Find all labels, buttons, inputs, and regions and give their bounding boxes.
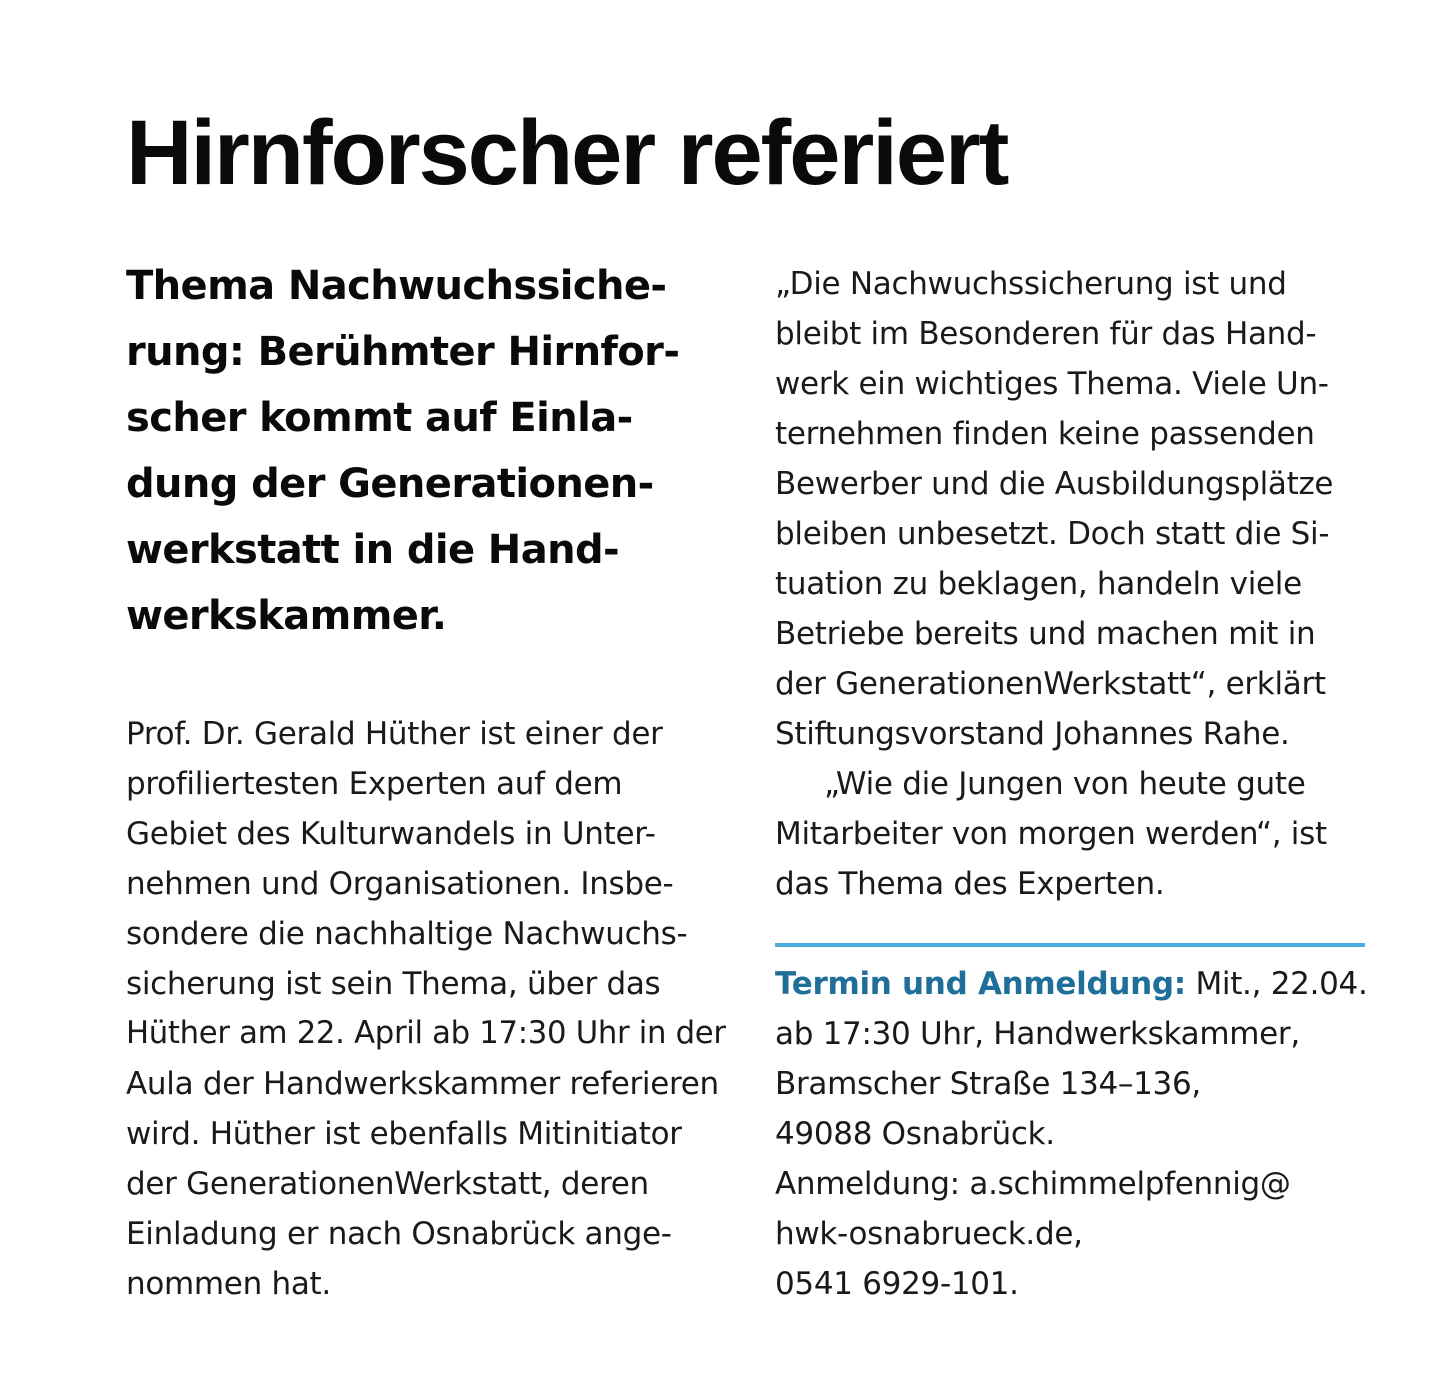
headline: Hirnforscher referiert — [126, 102, 1008, 204]
body-line: bleibt im Besonderen für das Hand- — [775, 316, 1317, 352]
body-line: Aula der Handwerkskammer referieren — [126, 1066, 719, 1102]
body-line: sondere die nachhaltige Nachwuchs- — [126, 916, 688, 952]
lead-line: werkskammer. — [126, 593, 447, 639]
body-line: werk ein wichtiges Thema. Viele Un- — [775, 366, 1329, 402]
body-line: Einladung er nach Osnabrück ange- — [126, 1216, 672, 1252]
body-line: ternehmen finden keine passenden — [775, 416, 1315, 452]
body-line: Stiftungsvorstand Johannes Rahe. — [775, 716, 1290, 752]
lead-line: dung der Generationen- — [126, 461, 654, 507]
body-line: der GenerationenWerkstatt“, erklärt — [775, 666, 1326, 702]
termin-line: 0541 6929-101. — [775, 1266, 1019, 1302]
termin-line: Bramscher Straße 134–136, — [775, 1066, 1201, 1102]
termin-line: Anmeldung: a.schimmelpfennig@ — [775, 1166, 1291, 1202]
termin-date: Mit., 22.04. — [1185, 966, 1368, 1002]
body-line: nommen hat. — [126, 1266, 331, 1302]
body-line: der GenerationenWerkstatt, deren — [126, 1166, 649, 1202]
body-line: „Wie die Jungen von heute gute — [824, 766, 1306, 802]
termin-first-line — [775, 959, 1368, 1009]
body-line: nehmen und Organisationen. Insbe- — [126, 866, 674, 902]
lead-line: scher kommt auf Einla- — [126, 395, 633, 441]
lead-line: rung: Berühmter Hirnfor- — [126, 329, 680, 375]
lead-line: Thema Nachwuchssiche- — [126, 263, 667, 309]
body-line: „Die Nachwuchssicherung ist und — [775, 266, 1287, 302]
body-line: sicherung ist sein Thema, über das — [126, 966, 661, 1002]
body-line: bleiben unbesetzt. Doch statt die Si- — [775, 516, 1330, 552]
body-line: Prof. Dr. Gerald Hüther ist einer der — [126, 716, 663, 752]
body-line: Betriebe bereits und machen mit in — [775, 616, 1316, 652]
lead-line: werkstatt in die Hand- — [126, 527, 619, 573]
body-line: profiliertesten Experten auf dem — [126, 766, 623, 802]
body-line: tuation zu beklagen, handeln viele — [775, 566, 1302, 602]
body-line: Hüther am 22. April ab 17:30 Uhr in der — [126, 1016, 726, 1051]
body-line: Mitarbeiter von morgen werden“, ist — [775, 816, 1327, 852]
termin-line: 49088 Osnabrück. — [775, 1116, 1055, 1152]
termin-label: Termin und Anmeldung: — [775, 966, 1186, 1002]
body-line: das Thema des Experten. — [775, 866, 1165, 902]
termin-divider — [775, 943, 1365, 947]
termin-line: ab 17:30 Uhr, Handwerkskammer, — [775, 1016, 1300, 1052]
body-line: Bewerber und die Ausbildungsplätze — [775, 466, 1334, 502]
body-line: Gebiet des Kulturwandels in Unter- — [126, 816, 656, 852]
body-line: wird. Hüther ist ebenfalls Mitinitiator — [126, 1116, 682, 1152]
termin-line: hwk-osnabrueck.de, — [775, 1216, 1083, 1252]
